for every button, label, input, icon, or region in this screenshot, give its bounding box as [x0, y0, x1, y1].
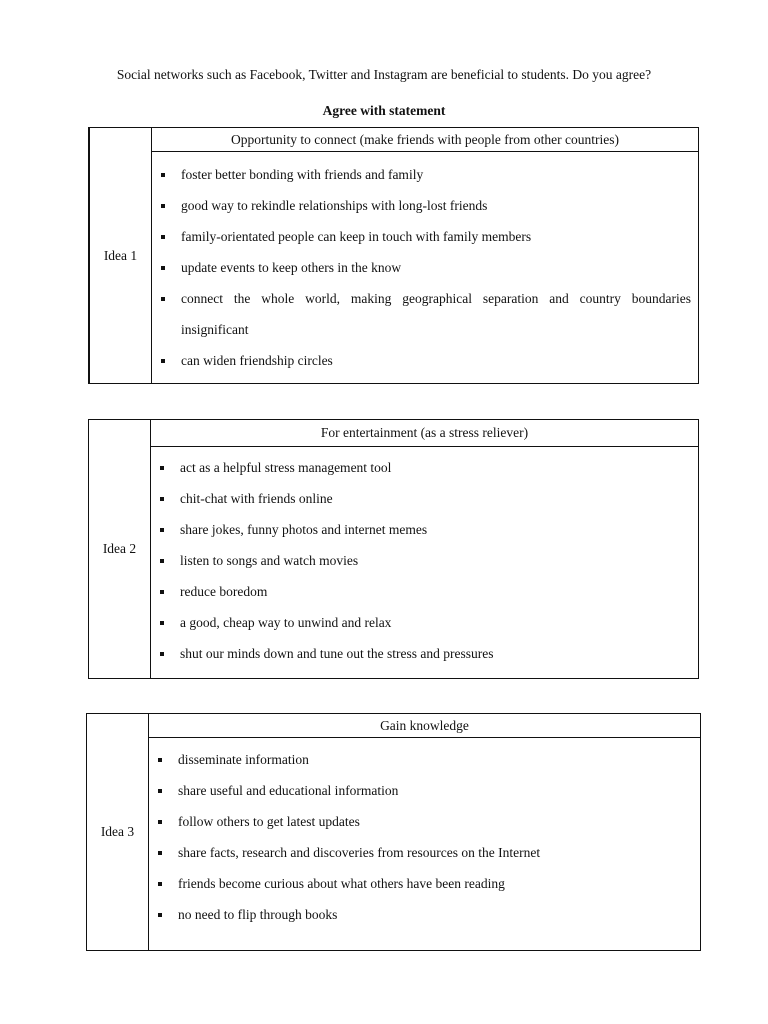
idea-1-heading: Opportunity to connect (make friends with people from other countries)	[152, 128, 699, 152]
list-item: listen to songs and watch movies	[151, 545, 698, 576]
square-bullet-icon	[160, 514, 164, 545]
idea-2-heading: For entertainment (as a stress reliever)	[151, 420, 699, 447]
square-bullet-icon	[161, 345, 165, 376]
square-bullet-icon	[161, 221, 165, 252]
question-text: Social networks such as Facebook, Twitter and Instagram are beneficial to students. Do you agree?	[116, 67, 652, 82]
square-bullet-icon	[158, 806, 162, 837]
idea-2-table	[88, 419, 699, 679]
list-item: update events to keep others in the know	[152, 252, 698, 283]
idea-3-heading: Gain knowledge	[149, 714, 701, 738]
list-item: shut our minds down and tune out the stress and pressures	[151, 638, 698, 669]
stance-heading: Agree with statement	[322, 103, 446, 118]
idea-1-points	[152, 152, 699, 384]
list-item: family-orientated people can keep in touch with family members	[152, 221, 698, 252]
square-bullet-icon	[160, 483, 164, 514]
list-item: act as a helpful stress management tool	[151, 452, 698, 483]
idea-2-points	[151, 447, 699, 679]
square-bullet-icon	[158, 775, 162, 806]
square-bullet-icon	[161, 190, 165, 221]
idea-3-points	[149, 738, 701, 951]
list-item: share facts, research and discoveries from resources on the Internet	[149, 837, 700, 868]
list-item: chit-chat with friends online	[151, 483, 698, 514]
list-item: foster better bonding with friends and family	[152, 159, 698, 190]
square-bullet-icon	[160, 452, 164, 483]
list-item: reduce boredom	[151, 576, 698, 607]
square-bullet-icon	[160, 638, 164, 669]
list-item: a good, cheap way to unwind and relax	[151, 607, 698, 638]
idea-1-label: Idea 1	[89, 128, 152, 384]
square-bullet-icon	[160, 576, 164, 607]
list-item: no need to flip through books	[149, 899, 700, 930]
square-bullet-icon	[161, 159, 165, 190]
square-bullet-icon	[161, 252, 165, 283]
square-bullet-icon	[158, 744, 162, 775]
list-item: good way to rekindle relationships with long-lost friends	[152, 190, 698, 221]
idea-3-table	[86, 713, 701, 951]
idea-3-label: Idea 3	[87, 714, 149, 951]
square-bullet-icon	[161, 283, 165, 314]
list-item: connect the whole world, making geographical separation and country boundaries insignificant	[152, 283, 698, 345]
list-item: share jokes, funny photos and internet memes	[151, 514, 698, 545]
square-bullet-icon	[160, 607, 164, 638]
list-item: friends become curious about what others have been reading	[149, 868, 700, 899]
idea-2-label: Idea 2	[89, 420, 151, 679]
list-item: share useful and educational information	[149, 775, 700, 806]
list-item: follow others to get latest updates	[149, 806, 700, 837]
square-bullet-icon	[158, 868, 162, 899]
list-item: disseminate information	[149, 744, 700, 775]
idea-1-table	[88, 127, 699, 384]
square-bullet-icon	[160, 545, 164, 576]
list-item: can widen friendship circles	[152, 345, 698, 376]
square-bullet-icon	[158, 837, 162, 868]
square-bullet-icon	[158, 899, 162, 930]
